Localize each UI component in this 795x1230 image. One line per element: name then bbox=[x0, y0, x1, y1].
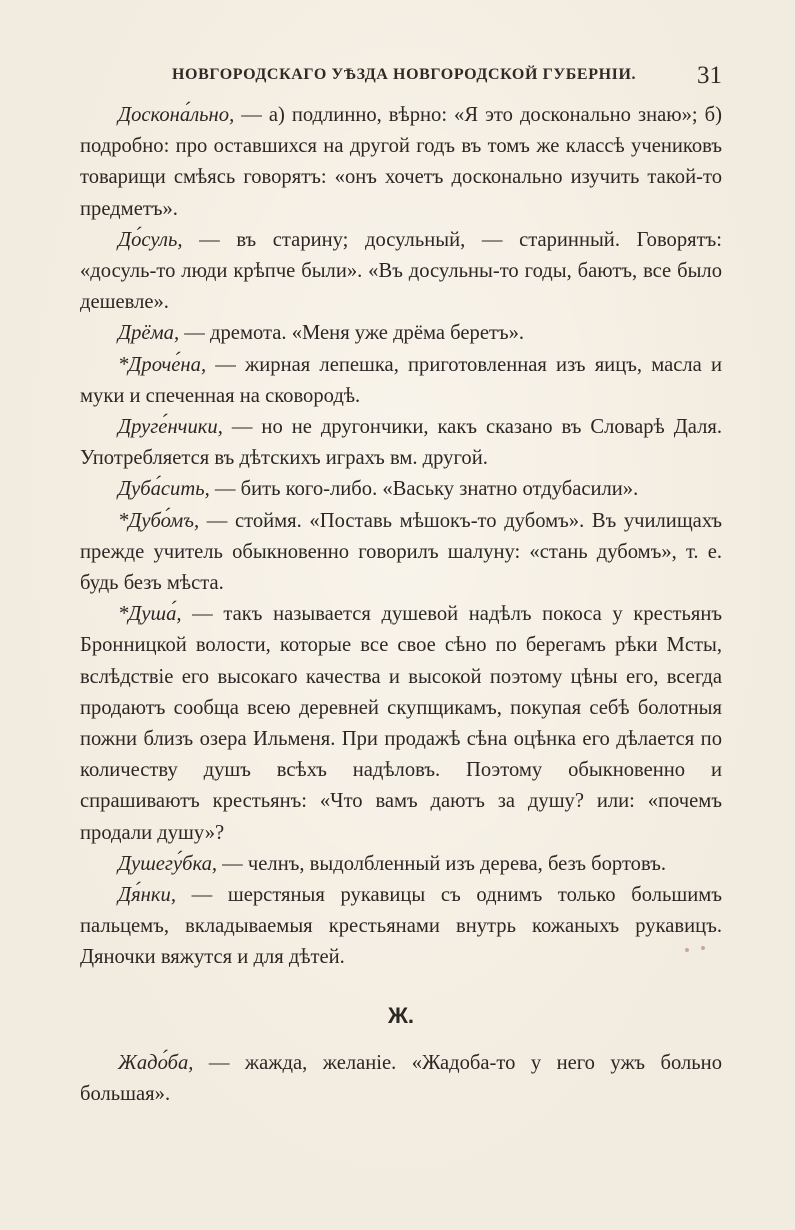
entry-dosul bbox=[80, 225, 722, 319]
entry-zhadoba bbox=[80, 1048, 722, 1110]
page-number: 31 bbox=[697, 62, 722, 89]
entry-definition: — шерстяныя рукавицы съ однимъ только большимъ пальцемъ, вкладываемыя крестьянами внутрь кожаныхъ рукавицъ. Дяночки вяжутся и для дѣтей. bbox=[80, 884, 722, 969]
entry-dubasit bbox=[80, 474, 722, 505]
entry-term: Доскона́льно, bbox=[118, 104, 235, 126]
entry-term: Дуба́сить, bbox=[118, 478, 210, 501]
entry-term: До́суль, bbox=[118, 228, 183, 251]
running-title: НОВГОРОДСКАГО УѢЗДА НОВГОРОДСКОЙ ГУБЕРНІИ. bbox=[172, 66, 637, 83]
dictionary-entries-zh bbox=[80, 1048, 722, 1110]
entry-definition: — а) подлинно, вѣрно: «Я это досконально знаю»; б) подробно: про оставшихся на другой годъ въ томъ же классѣ учениковъ товарищи смѣясь говорятъ: «онъ хочетъ досконально изучить такой-то предметъ». bbox=[80, 104, 722, 220]
entry-dryoma bbox=[80, 318, 722, 349]
entry-dokonalno bbox=[80, 100, 722, 225]
entry-term: Друге́нчики, bbox=[118, 416, 223, 439]
entry-term: Душегу́бка, bbox=[118, 852, 218, 875]
dictionary-entries bbox=[80, 100, 722, 974]
entry-term: *Дроче́на, bbox=[118, 353, 207, 376]
entry-definition: — но не другончики, какъ сказано въ Словарѣ Даля. Употребляется въ дѣтскихъ играхъ вм. другой. bbox=[80, 416, 722, 470]
entry-definition: — бить кого-либо. «Ваську знатно отдубасили». bbox=[209, 478, 639, 501]
entry-term: Дрёма, bbox=[118, 322, 180, 345]
entry-term: *Дубо́мъ, bbox=[118, 509, 200, 532]
entry-term: Жадо́ба, bbox=[118, 1052, 194, 1074]
entry-drugenchiki bbox=[80, 412, 722, 474]
entry-definition: — въ старину; досульный, — старинный. Говорятъ: «досуль-то люди крѣпче были». «Въ досульны-то годы, баютъ, все было дешевле». bbox=[80, 228, 722, 314]
running-head bbox=[80, 62, 722, 92]
section-heading: Ж. bbox=[388, 1003, 414, 1028]
entry-definition: — жажда, желаніе. «Жадоба-то у него ужъ больно большая». bbox=[80, 1052, 722, 1106]
ink-speck-decoration bbox=[685, 946, 707, 952]
entry-definition: — стоймя. «Поставь мѣшокъ-то дубомъ». Въ училищахъ прежде учитель обыкновенно говорилъ шалуну: «стань дубомъ», т. е. будь безъ мѣста. bbox=[80, 509, 722, 595]
entry-definition: — челнъ, выдолбленный изъ дерева, безъ бортовъ. bbox=[217, 852, 666, 875]
entry-term: Дя́нки, bbox=[118, 884, 176, 907]
entry-dyanki bbox=[80, 880, 722, 974]
entry-dusha bbox=[80, 599, 722, 849]
entry-dushegubka bbox=[80, 849, 722, 880]
entry-dubom bbox=[80, 506, 722, 600]
entry-definition: — дремота. «Меня уже дрёма беретъ». bbox=[179, 322, 525, 345]
entry-term: *Душа́, bbox=[118, 603, 182, 626]
entry-drochena bbox=[80, 350, 722, 412]
entry-definition: — такъ называется душевой надѣлъ покоса у крестьянъ Бронницкой волости, которые все свое сѣно по берегамъ рѣки Мсты, вслѣдствіе его высокаго качества и высокой поэтому цѣны его, всегда продаютъ сообща всею деревней скупщикамъ, покупая себѣ болотныя пожни близъ озера Ильменя. При продажѣ сѣна оцѣнка его дѣлается по количеству душъ всѣхъ надѣловъ. Поэтому обыкновенно и спрашиваютъ крестьянъ: «Что вамъ даютъ за душу? или: «почемъ продали душу»? bbox=[80, 603, 722, 844]
entry-definition: — жирная лепешка, приготовленная изъ яицъ, масла и муки и спеченная на сковородѣ. bbox=[80, 353, 722, 407]
